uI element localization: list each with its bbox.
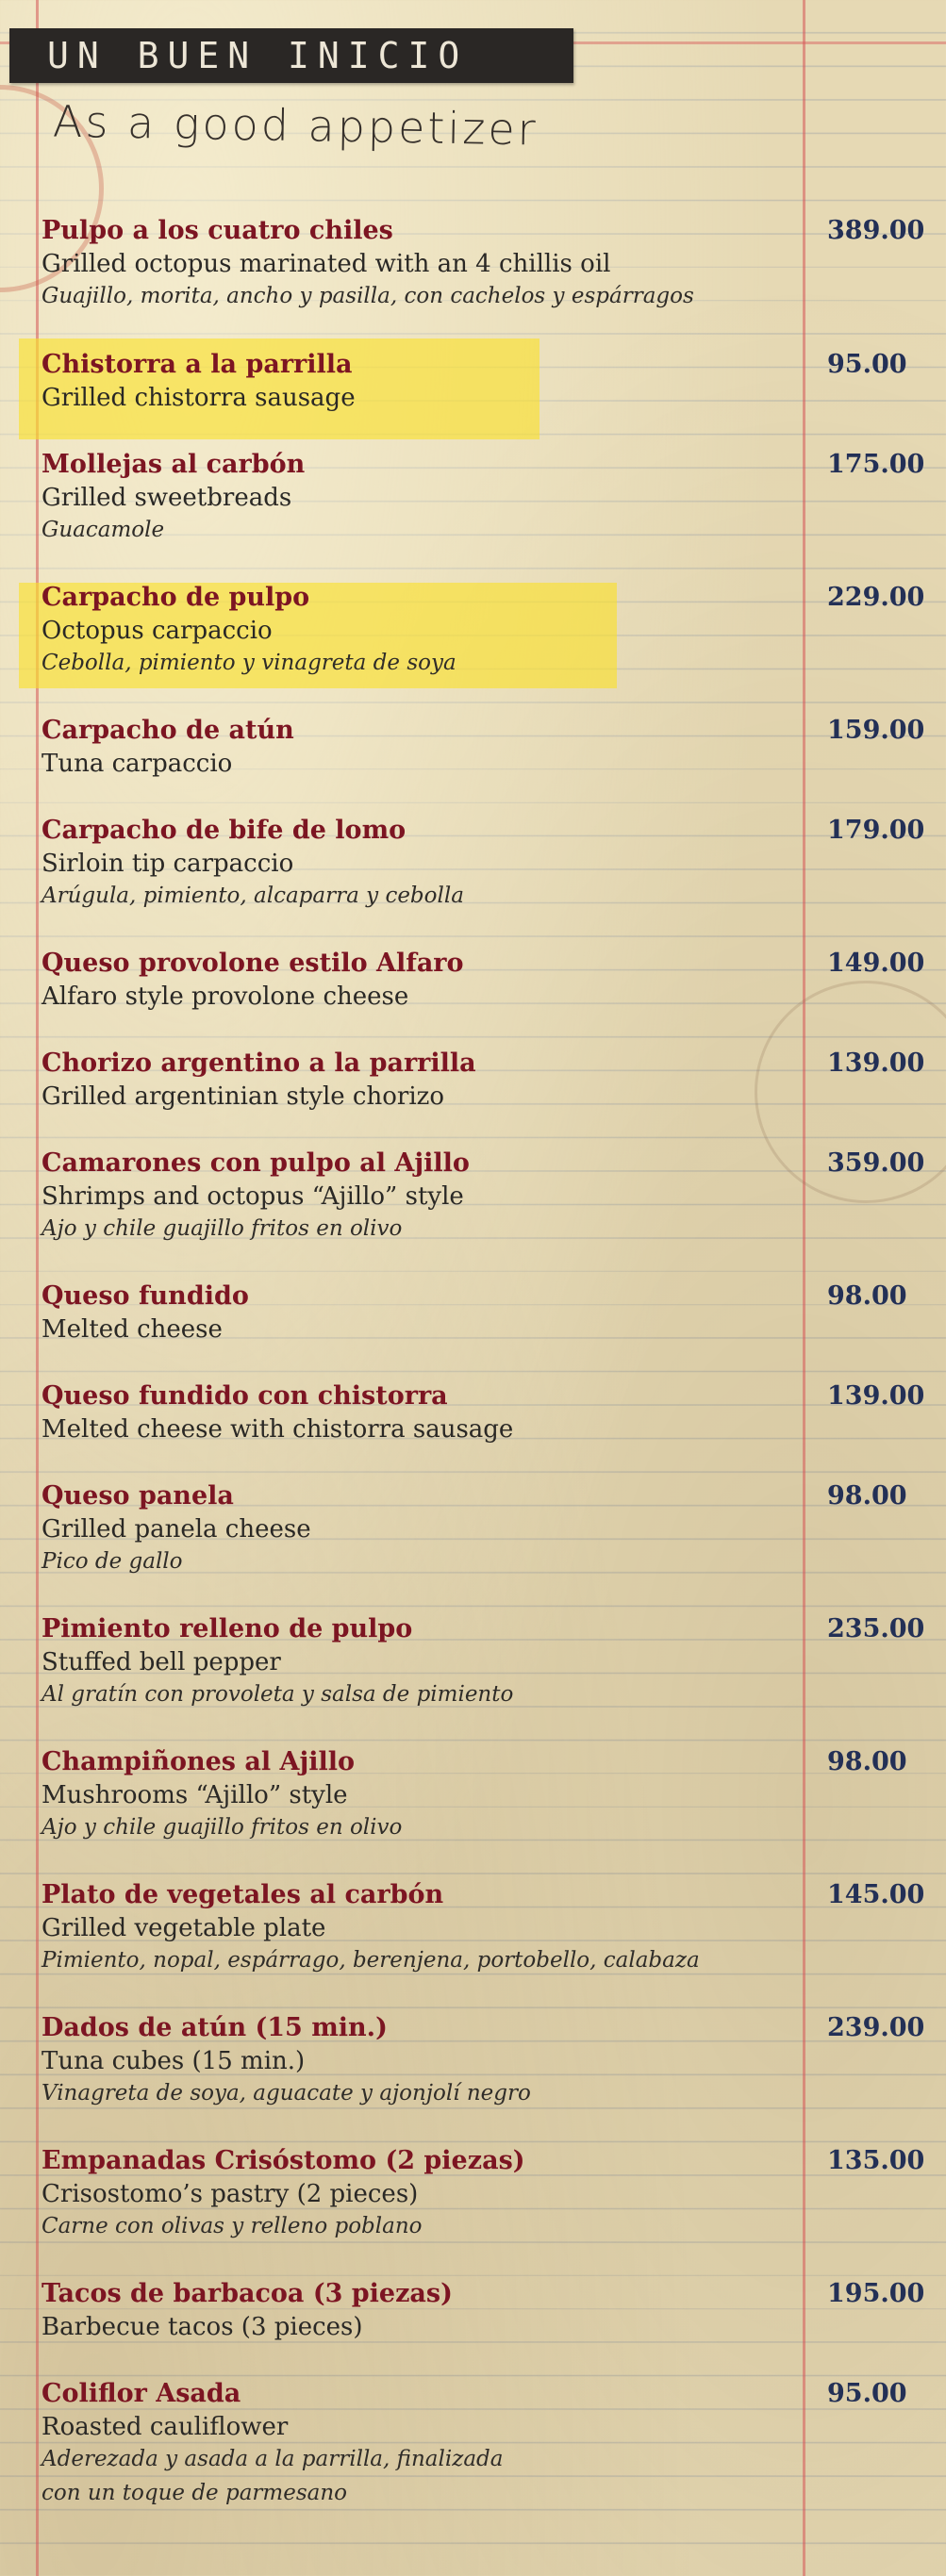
item-description: Cebolla, pimiento y vinagreta de soya — [41, 651, 456, 675]
item-price: 95.00 — [827, 2379, 907, 2408]
item-name: Dados de atún (15 min.) — [41, 2013, 388, 2042]
item-price: 239.00 — [827, 2013, 925, 2042]
item-english: Barbecue tacos (3 pieces) — [41, 2313, 363, 2341]
item-name: Pulpo a los cuatro chiles — [41, 216, 393, 245]
item-name: Queso fundido con chistorra — [41, 1381, 448, 1411]
item-name: Carpacho de pulpo — [41, 583, 310, 612]
item-description: Aderezada y asada a la parrilla, finalizada — [41, 2447, 504, 2471]
item-english: Tuna carpaccio — [41, 750, 233, 778]
item-english: Roasted cauliflower — [41, 2413, 289, 2441]
item-price: 98.00 — [827, 1747, 907, 1776]
item-price: 359.00 — [827, 1148, 925, 1178]
item-english: Mushrooms “Ajillo” style — [41, 1781, 348, 1809]
section-title: UN BUEN INICIO — [47, 35, 469, 76]
item-name: Mollejas al carbón — [41, 450, 306, 479]
item-name: Camarones con pulpo al Ajillo — [41, 1148, 470, 1178]
item-name: Empanadas Crisóstomo (2 piezas) — [41, 2146, 525, 2175]
item-description: Guacamole — [41, 518, 165, 542]
item-english: Melted cheese — [41, 1315, 223, 1344]
item-description: Carne con olivas y relleno poblano — [41, 2214, 423, 2238]
item-english: Stuffed bell pepper — [41, 1648, 281, 1676]
item-price: 389.00 — [827, 216, 925, 245]
item-english: Shrimps and octopus “Ajillo” style — [41, 1182, 464, 1211]
item-price: 175.00 — [827, 450, 925, 479]
item-name: Champiñones al Ajillo — [41, 1747, 356, 1776]
item-price: 95.00 — [827, 350, 907, 379]
item-price: 159.00 — [827, 716, 925, 745]
item-price: 229.00 — [827, 583, 925, 612]
section-subtitle: As a good appetizer — [52, 95, 539, 156]
item-description-line-2: con un toque de parmesano — [41, 2481, 348, 2505]
item-name: Chorizo argentino a la parrilla — [41, 1049, 476, 1078]
item-price: 98.00 — [827, 1481, 907, 1511]
item-description: Al gratín con provoleta y salsa de pimiento — [41, 1682, 514, 1707]
item-english: Crisostomo’s pastry (2 pieces) — [41, 2180, 419, 2208]
item-english: Grilled chistorra sausage — [41, 384, 356, 412]
item-english: Grilled panela cheese — [41, 1515, 311, 1544]
item-description: Vinagreta de soya, aguacate y ajonjolí negro — [41, 2081, 531, 2105]
item-english: Tuna cubes (15 min.) — [41, 2047, 306, 2075]
item-name: Carpacho de bife de lomo — [41, 816, 407, 845]
item-price: 235.00 — [827, 1614, 925, 1643]
item-english: Sirloin tip carpaccio — [41, 850, 294, 878]
item-name: Carpacho de atún — [41, 716, 294, 745]
item-english: Octopus carpaccio — [41, 617, 273, 645]
item-price: 139.00 — [827, 1381, 925, 1411]
item-price: 135.00 — [827, 2146, 925, 2175]
item-english: Grilled vegetable plate — [41, 1914, 326, 1942]
item-description: Ajo y chile guajillo fritos en olivo — [41, 1815, 403, 1840]
item-name: Pimiento relleno de pulpo — [41, 1614, 413, 1643]
item-price: 139.00 — [827, 1049, 925, 1078]
item-name: Queso fundido — [41, 1281, 249, 1311]
item-english: Melted cheese with chistorra sausage — [41, 1415, 514, 1444]
item-english: Grilled octopus marinated with an 4 chillis oil — [41, 250, 611, 278]
item-name: Coliflor Asada — [41, 2379, 241, 2408]
item-price: 98.00 — [827, 1281, 907, 1311]
item-description: Pimiento, nopal, espárrago, berenjena, portobello, calabaza — [41, 1948, 700, 1973]
item-name: Queso provolone estilo Alfaro — [41, 949, 464, 978]
item-description: Arúgula, pimiento, alcaparra y cebolla — [41, 883, 464, 908]
item-english: Alfaro style provolone cheese — [41, 983, 409, 1011]
item-price: 179.00 — [827, 816, 925, 845]
item-english: Grilled sweetbreads — [41, 484, 292, 512]
item-price: 195.00 — [827, 2279, 925, 2308]
item-name: Tacos de barbacoa (3 piezas) — [41, 2279, 453, 2308]
item-description: Guajillo, morita, ancho y pasilla, con cachelos y espárragos — [41, 284, 694, 308]
item-description: Pico de gallo — [41, 1549, 183, 1574]
item-price: 145.00 — [827, 1880, 925, 1909]
item-name: Plato de vegetales al carbón — [41, 1880, 444, 1909]
item-name: Queso panela — [41, 1481, 234, 1511]
item-description: Ajo y chile guajillo fritos en olivo — [41, 1216, 403, 1241]
item-name: Chistorra a la parrilla — [41, 350, 353, 379]
item-price: 149.00 — [827, 949, 925, 978]
item-english: Grilled argentinian style chorizo — [41, 1082, 444, 1111]
